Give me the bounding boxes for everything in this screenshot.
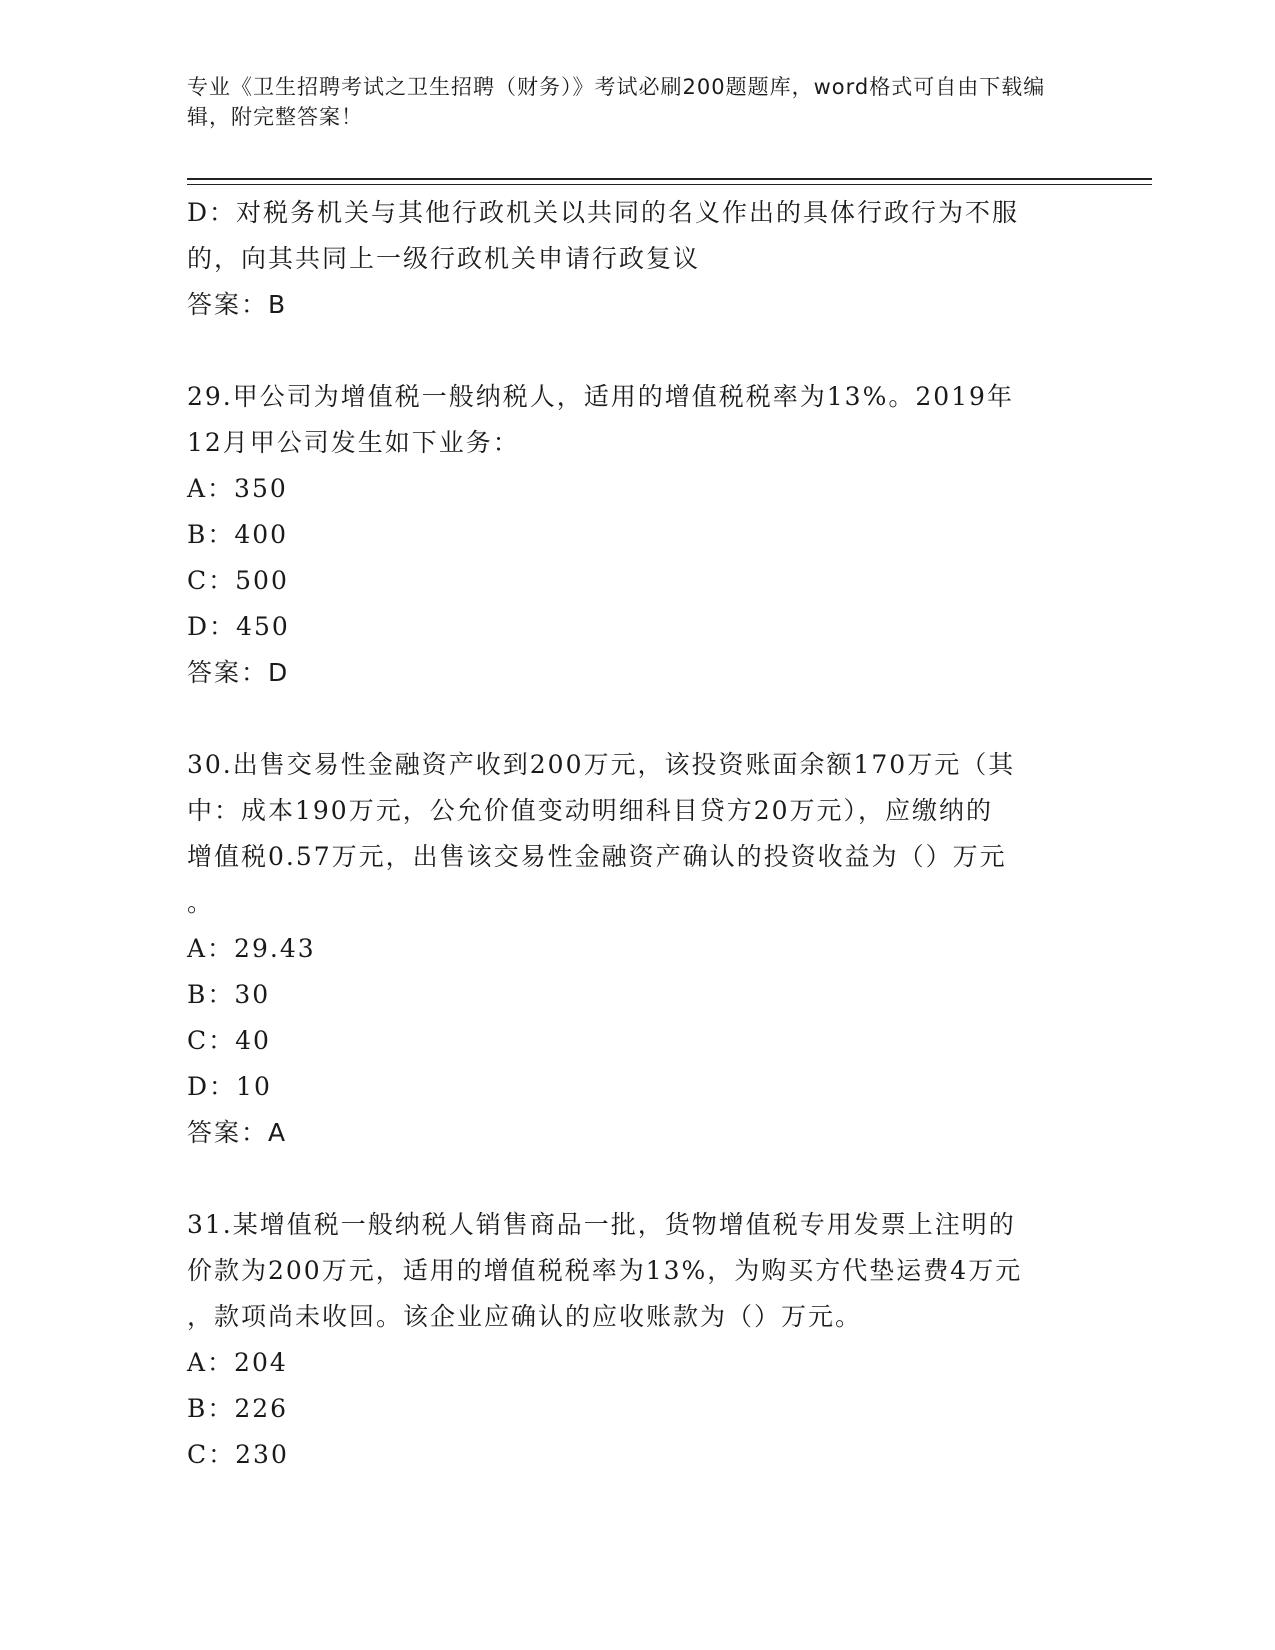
question-stem-line: 中：成本190万元，公允价值变动明细科目贷方20万元），应缴纳的 xyxy=(187,796,994,825)
option-b: B：226 xyxy=(187,1394,289,1423)
option-a: A：29.43 xyxy=(187,934,316,963)
option-d: D：10 xyxy=(187,1072,272,1101)
option-d-line: 的，向其共同上一级行政机关申请行政复议 xyxy=(187,244,701,273)
question-stem-line: 12月甲公司发生如下业务： xyxy=(187,428,520,457)
question-stem-line: 价款为200万元，适用的增值税税率为13%，为购买方代垫运费4万元 xyxy=(187,1256,1023,1285)
question-stem-line: 30.出售交易性金融资产收到200万元，该投资账面余额170万元（其 xyxy=(187,750,1016,779)
document-header xyxy=(187,72,1067,132)
answer-line: 答案：B xyxy=(187,290,288,319)
question-stem-line: 31.某增值税一般纳税人销售商品一批，货物增值税专用发票上注明的 xyxy=(187,1210,1016,1239)
question-stem-line: 29.甲公司为增值税一般纳税人，适用的增值税税率为13%。2019年 xyxy=(187,382,1014,411)
option-c: C：40 xyxy=(187,1026,271,1055)
option-b: B：30 xyxy=(187,980,271,1009)
option-c: C：230 xyxy=(187,1440,289,1469)
header-rule-thin xyxy=(187,184,1152,185)
question-29 xyxy=(187,374,1077,696)
question-28-tail xyxy=(187,190,1077,328)
question-stem-line: ，款项尚未收回。该企业应确认的应收账款为（）万元。 xyxy=(187,1302,863,1331)
header-title: 专业《卫生招聘考试之卫生招聘（财务）》考试必刷200题题库，word格式可自由下载编辑，附完整答案！ xyxy=(187,75,1046,129)
option-a: A：204 xyxy=(187,1348,288,1377)
option-c: C：500 xyxy=(187,566,289,595)
option-a: A：350 xyxy=(187,474,288,503)
answer-line: 答案：D xyxy=(187,658,290,687)
question-stem-line: 增值税0.57万元，出售该交易性金融资产确认的投资收益为（）万元 xyxy=(187,842,1007,871)
question-30 xyxy=(187,742,1077,1156)
option-d: D：450 xyxy=(187,612,290,641)
header-rule-thick xyxy=(187,178,1152,180)
question-31 xyxy=(187,1202,1077,1478)
option-b: B：400 xyxy=(187,520,289,549)
question-stem-line: 。 xyxy=(187,888,215,917)
document-body xyxy=(187,190,1077,1478)
option-d-line: D：对税务机关与其他行政机关以共同的名义作出的具体行政行为不服 xyxy=(187,198,1020,227)
answer-line: 答案：A xyxy=(187,1118,288,1147)
